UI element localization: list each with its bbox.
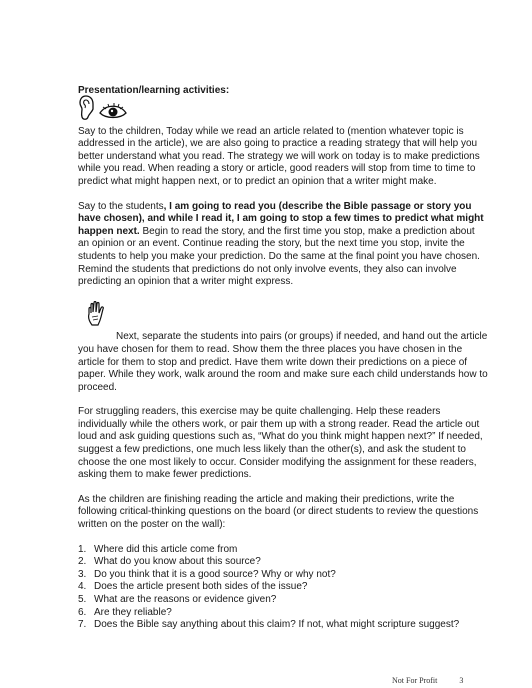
paragraph-critical-thinking: As the children are finishing reading the article and making their predictions, write the following critical-thinking questions on the board (or direct students to review the questions written on the poster on the wall):: [78, 493, 479, 531]
list-item: 5. What are the reasons or evidence given?: [78, 594, 277, 605]
document-body: [78, 85, 488, 632]
list-item: 1. Where did this article come from: [78, 543, 238, 555]
ear-eye-icons: [78, 100, 488, 126]
list-item: 2. What do you know about this source?: [78, 556, 261, 568]
paragraph-pairs-activity: Next, separate the students into pairs (or groups) if needed, and hand out the article you have chosen for them to read. Show them the three places you have chosen in the article for them to stop and predict. Have them write down their predictions on a piece of paper. While they work, walk around the room and make sure each child understands how to proceed.: [78, 331, 488, 393]
list-item: 6. Are they reliable?: [78, 606, 172, 618]
paragraph-struggling-readers: For struggling readers, this exercise may be quite challenging. Help these readers individually while the others work, or pair them up with a strong reader. Read the article out loud and ask guiding questions such as, “What do you think might happen next?” If needed, suggest a few predictions, one much less likely than the other(s), and ask the student to choose the one most likely to occur. Consider modifying the assignment for these readers, asking them to make fewer predictions.: [78, 406, 483, 481]
questions-list: [78, 544, 488, 632]
list-item: 3. Do you think that it is a good source? Why or why not?: [78, 568, 336, 580]
list-item: 4. Does the article present both sides of the issue?: [78, 581, 308, 593]
footer-note: Not For Profit: [392, 676, 438, 685]
paragraph-predictions-intro: Say to the children, Today while we read an article related to (mention whatever topic is addressed in the article), we are also going to practice a reading strategy that will help you better understand what you read. The strategy we will work on today is to make predictions while you read. When reading a story or article, good readers will stop from time to time to predict what might happen next, or to predict an opinion that a writer might make.: [78, 125, 480, 187]
list-item: 7. Does the Bible say anything about this claim? If not, what might scripture suggest?: [78, 619, 460, 631]
ear-icon: [78, 95, 98, 126]
page-footer: [392, 676, 463, 685]
page-number: 3: [459, 676, 464, 685]
paragraph-teacher-script: Say to the students, I am going to read you (describe the Bible passage or story you have chosen), and while I read it, I am going to stop a few times to predict what might happen next. Begin to read the story, and the first time you stop, make a prediction about an opinion or an event. Continue reading the story, but the next time you stop, invite the students to help you make your prediction. Do the same at the final point you have chosen. Remind the students that predictions do not only involve events, they also can involve predicting an opinion that a writer might express.: [78, 200, 484, 288]
eye-icon: [98, 101, 128, 126]
section-heading: Presentation/learning activities:: [78, 85, 230, 96]
hand-icon: [86, 301, 108, 332]
hand-icon-block: [78, 301, 488, 332]
